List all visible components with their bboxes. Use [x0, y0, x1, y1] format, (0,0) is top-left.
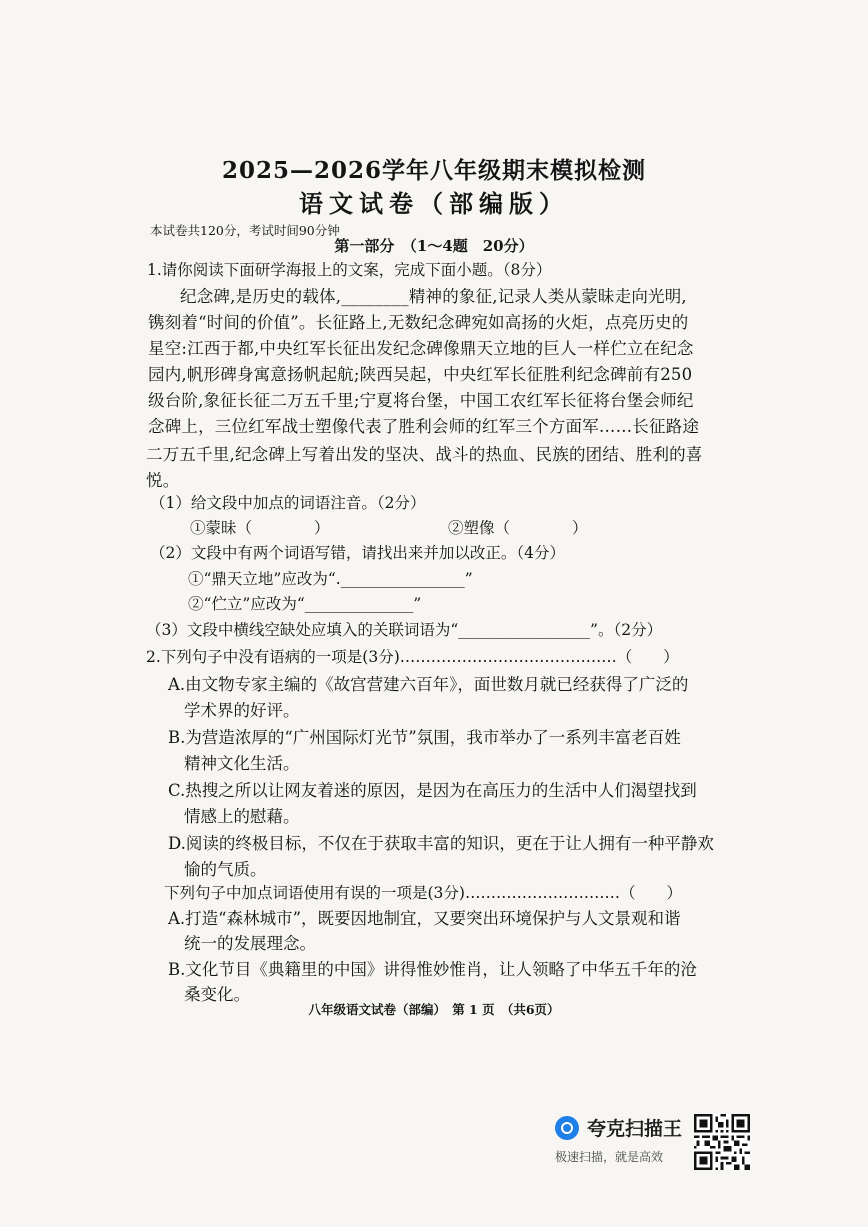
q3-option-a[interactable]: A.打造“森林城市”，既要因地制宜，又要突出环境保护与人文景观和谐: [168, 909, 681, 928]
q1-passage-line: 镌刻着“时间的价值”。长征路上,无数纪念碑宛如高扬的火炬，点亮历史的: [148, 313, 689, 332]
q2-stem: 2.下列句子中没有语病的一项是(3分)……………………………………（ ）: [146, 648, 679, 666]
q1-passage-line: 悦。: [146, 471, 180, 490]
q2-option-d-cont: 愉的气质。: [184, 860, 267, 879]
q1-passage-line: 二万五千里,纪念碑上写着出发的坚决、战斗的热血、民族的团结、胜利的喜: [146, 445, 703, 464]
page-footer: 八年级语文试卷（部编） 第 1 页 （共6页）: [308, 1002, 560, 1017]
q2-option-c[interactable]: C.热搜之所以让网友着迷的原因，是因为在高压力的生活中人们渴望找到: [168, 781, 697, 800]
exam-note: 本试卷共120分，考试时间90分钟: [150, 223, 340, 238]
exam-subtitle: 语文试卷（部编版）: [299, 189, 569, 218]
part-heading: 第一部分 （1～4题 20分）: [334, 237, 534, 255]
q1-sub2-answer-a[interactable]: ①“鼎天立地”应改为“.________________”: [188, 570, 473, 588]
q2-option-b-cont: 精神文化生活。: [184, 754, 300, 773]
q2-option-b[interactable]: B.为营造浓厚的“广州国际灯光节”氛围，我市举办了一系列丰富老百姓: [168, 728, 681, 747]
q1-sub1-answer-b[interactable]: ②塑像（ ）: [448, 519, 588, 537]
q1-sub3[interactable]: （3）文段中横线空缺处应填入的关联词语为“_________________”。（2分）: [146, 621, 663, 639]
brand-name: 夸克扫描王: [587, 1118, 683, 1140]
q1-passage-line: 纪念碑,是历史的载体,________精神的象征,记录人类从蒙昧走向光明,: [180, 287, 687, 306]
quark-logo-icon: [555, 1116, 579, 1140]
exam-title: 2025—2026学年八年级期末模拟检测: [221, 157, 647, 184]
q2-option-d[interactable]: D.阅读的终极目标，不仅在于获取丰富的知识，更在于让人拥有一种平静欢: [168, 834, 714, 853]
q3-option-a-cont: 统一的发展理念。: [184, 934, 316, 953]
q2-option-c-cont: 情感上的慰藉。: [184, 807, 300, 826]
q1-passage-line: 园内,帆形碑身寓意扬帆起航;陕西吴起，中央红军长征胜利纪念碑前有250: [148, 365, 693, 384]
q1-sub2: （2）文段中有两个词语写错，请找出来并加以改正。（4分）: [150, 544, 565, 562]
q1-sub2-answer-b[interactable]: ②“伫立”应改为“______________”: [188, 595, 422, 613]
q1-passage-line: 星空:江西于都,中央红军长征出发纪念碑像鼎天立地的巨人一样伫立在纪念: [148, 339, 694, 358]
q1-stem: 1.请你阅读下面研学海报上的文案，完成下面小题。（8分）: [147, 261, 552, 279]
q3-stem: 下列句子中加点词语使用有误的一项是(3分)…………………………（ ）: [164, 884, 682, 902]
q2-option-a-cont: 学术界的好评。: [184, 701, 300, 720]
q1-sub1-answer-a[interactable]: ①蒙昧（ ）: [190, 519, 330, 537]
q1-passage-line: 级台阶,象征长征二万五千里;宁夏将台堡，中国工农红军长征将台堡会师纪: [148, 391, 694, 410]
q3-option-b[interactable]: B.文化节目《典籍里的中国》讲得惟妙惟肖，让人领略了中华五千年的沧: [168, 960, 697, 979]
q1-passage-line: 念碑上，三位红军战士塑像代表了胜利会师的红军三个方面军……长征路途: [148, 417, 700, 436]
brand-slogan: 极速扫描，就是高效: [555, 1150, 664, 1164]
q1-sub1: （1）给文段中加点的词语注音。（2分）: [150, 494, 426, 512]
q3-option-b-cont: 桑变化。: [184, 985, 250, 1004]
q2-option-a[interactable]: A.由文物专家主编的《故宫营建六百年》，面世数月就已经获得了广泛的: [168, 675, 689, 694]
qr-code-icon: [694, 1114, 750, 1170]
